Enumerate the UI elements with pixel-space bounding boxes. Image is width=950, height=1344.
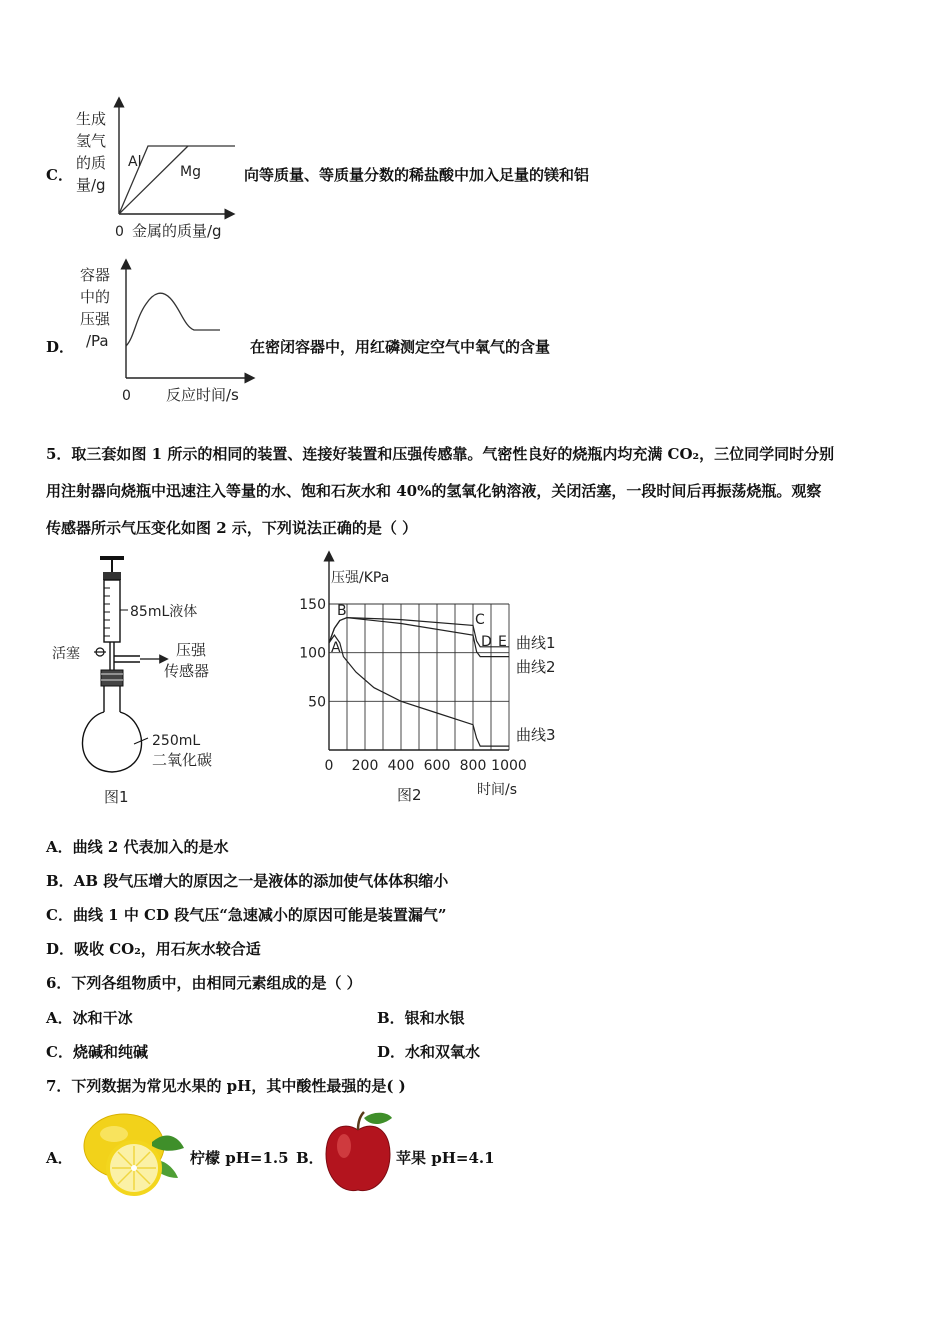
- q7-option-b-text[interactable]: 苹果 pH=4.1: [396, 1149, 495, 1167]
- c-ylabel-1: 生成: [76, 110, 107, 128]
- chart-legend-curve3: 曲线3: [516, 726, 556, 744]
- c-xlabel: 金属的质量/g: [132, 222, 222, 240]
- chart-point-e: E: [498, 634, 507, 650]
- d-ylabel-4: /Pa: [86, 332, 109, 350]
- chart-point-d: D: [481, 634, 492, 650]
- fig1-flask-label-2: 二氧化碳: [152, 751, 213, 769]
- chart-point-b: B: [337, 603, 347, 619]
- q5-stem-line-1: 5．取三套如图 1 所示的相同的装置、连接好装置和压强传感靠。气密性良好的烧瓶内均充满 CO₂，三位同学同时分别: [46, 445, 835, 463]
- figure-2-chart: [295, 548, 570, 808]
- q5-option-c[interactable]: C．曲线 1 中 CD 段气压“急速减小的原因可能是装置漏气”: [46, 906, 447, 924]
- q6-option-d[interactable]: D．水和双氧水: [377, 1043, 481, 1061]
- figure-1-apparatus: [48, 552, 238, 812]
- fig1-sensor-label-1: 压强: [176, 641, 207, 659]
- q5-option-d[interactable]: D．吸收 CO₂，用石灰水较合适: [46, 940, 261, 958]
- q5-stem-line-2: 用注射器向烧瓶中迅速注入等量的水、饱和石灰水和 40%的氢氧化钠溶液，关闭活塞，一段时间后再振荡烧瓶。观察: [46, 482, 822, 500]
- c-label-al: Al: [128, 154, 142, 170]
- option-d-letter: D．: [46, 338, 75, 356]
- x-tick-label: 600: [423, 758, 451, 774]
- fig1-flask-label-1: 250mL: [152, 733, 201, 749]
- syringe-plunger: [103, 572, 121, 580]
- q6-option-a[interactable]: A．冰和干冰: [46, 1009, 133, 1027]
- chart-x-ticks: [325, 758, 527, 774]
- option-c-graph: [70, 96, 250, 246]
- d-xlabel: 反应时间/s: [166, 386, 239, 404]
- q5-option-b[interactable]: B．AB 段气压增大的原因之一是液体的添加使气体体积缩小: [46, 872, 449, 890]
- option-d-graph: [70, 258, 260, 408]
- chart-legend-curve2: 曲线2: [516, 658, 556, 676]
- option-d-text: 在密闭容器中，用红磷测定空气中氧气的含量: [250, 338, 551, 356]
- q6-option-b[interactable]: B．银和水银: [377, 1009, 465, 1027]
- d-ylabel-1: 容器: [80, 266, 111, 284]
- q6-option-c[interactable]: C．烧碱和纯碱: [46, 1043, 148, 1061]
- q5-stem: [46, 436, 916, 547]
- c-ylabel-2: 氢气: [76, 132, 107, 150]
- chart-caption: 图2: [397, 786, 422, 804]
- y-tick-label: 50: [308, 694, 326, 711]
- chart-ylabel: 压强/KPa: [331, 570, 390, 586]
- q7-option-a-text[interactable]: 柠檬 pH=1.5: [190, 1149, 289, 1167]
- chart-y-ticks: [299, 597, 326, 710]
- option-c-letter: C．: [46, 166, 73, 184]
- d-pressure-curve: [126, 293, 220, 346]
- syringe-scale: [104, 588, 110, 636]
- chart-legend-curve1: 曲线1: [516, 634, 556, 652]
- y-tick-label: 100: [299, 645, 326, 662]
- fig1-liquid-label: 85mL液体: [130, 604, 198, 620]
- chart-point-a: A: [331, 640, 341, 656]
- syringe-barrel: [104, 580, 120, 642]
- c-ylabel-3: 的质: [76, 154, 107, 172]
- q7-option-a-letter[interactable]: A．: [46, 1149, 73, 1167]
- x-tick-label: 400: [387, 758, 415, 774]
- x-tick-label: 800: [459, 758, 487, 774]
- fig1-valve-label: 活塞: [52, 646, 80, 662]
- q5-stem-line-3: 传感器所示气压变化如图 2 示，下列说法正确的是（ ）: [46, 519, 418, 537]
- d-ylabel-3: 压强: [80, 310, 111, 328]
- y-tick-label: 150: [299, 597, 326, 613]
- c-ylabel-4: 量/g: [76, 176, 106, 194]
- fig1-caption: 图1: [104, 788, 129, 806]
- c-origin: 0: [115, 224, 124, 240]
- flask-body: [82, 712, 141, 772]
- q5-option-a[interactable]: A．曲线 2 代表加入的是水: [46, 838, 229, 856]
- chart-point-c: C: [475, 612, 485, 628]
- option-c-text: 向等质量、等质量分数的稀盐酸中加入足量的镁和铝: [244, 166, 590, 184]
- q7-option-b-letter[interactable]: B．: [296, 1149, 324, 1167]
- d-origin: 0: [122, 388, 131, 404]
- fig1-sensor-label-2: 传感器: [164, 662, 210, 680]
- chart-xlabel: 时间/s: [477, 782, 518, 798]
- c-label-mg: Mg: [180, 164, 201, 180]
- q6-stem: 6．下列各组物质中，由相同元素组成的是（ ）: [46, 974, 362, 992]
- x-tick-label: 200: [351, 758, 379, 774]
- lemon-icon: [74, 1106, 188, 1198]
- d-ylabel-2: 中的: [80, 288, 111, 306]
- apple-icon: [322, 1108, 394, 1198]
- q7-stem: 7．下列数据为常见水果的 pH，其中酸性最强的是( ): [46, 1077, 406, 1095]
- x-tick-label: 1000: [491, 758, 527, 774]
- x-tick-label: 0: [324, 758, 334, 774]
- rubber-stopper: [101, 670, 123, 686]
